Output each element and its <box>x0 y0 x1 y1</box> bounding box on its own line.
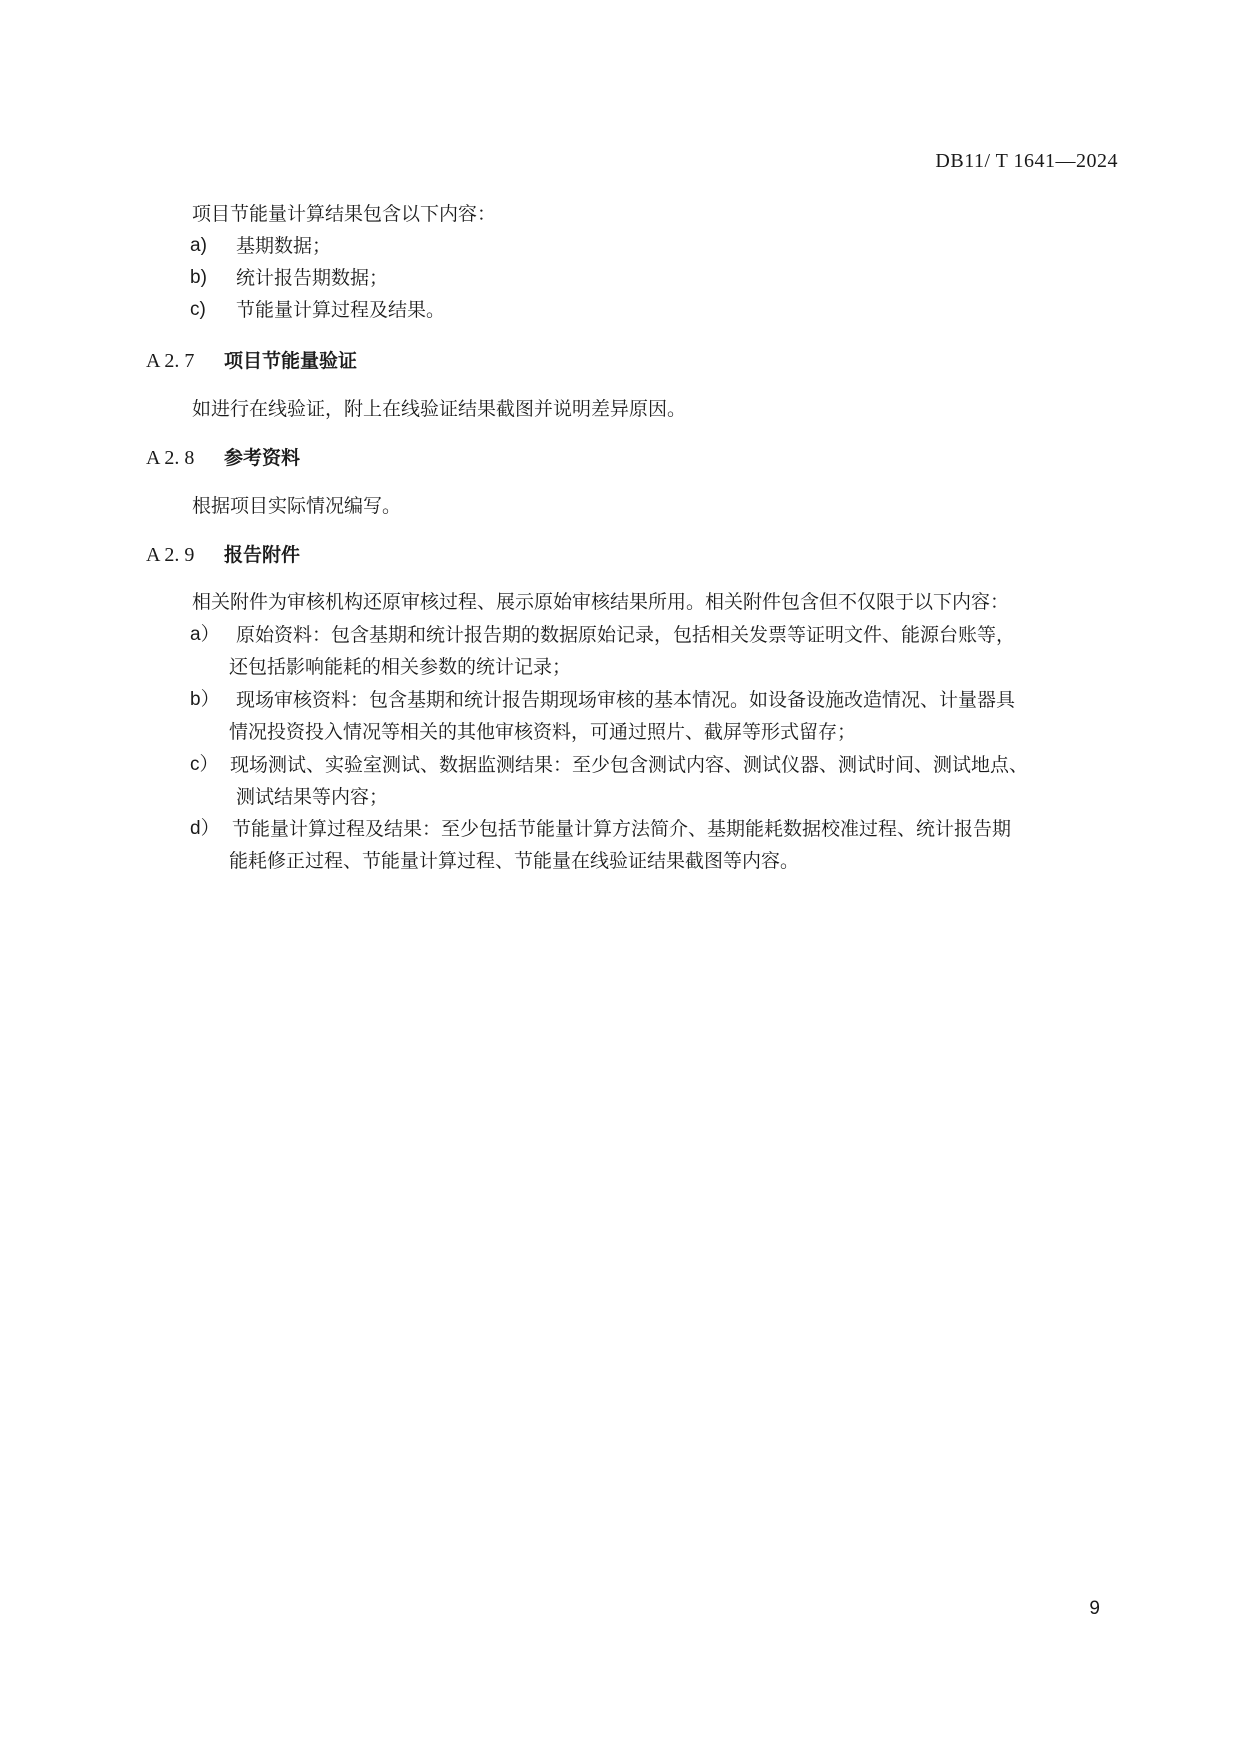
list-item-marker: c） <box>190 754 219 775</box>
list-item-text: 现场审核资料：包含基期和统计报告期现场审核的基本情况。如设备设施改造情况、计量器具 <box>236 689 1016 711</box>
section-number: A 2. 8 <box>146 447 195 469</box>
section-heading-2-7 <box>146 347 357 375</box>
section-title: 报告附件 <box>224 544 301 566</box>
standard-code: DB11/ T 1641—2024 <box>935 150 1118 172</box>
list-item-marker: a） <box>190 624 220 645</box>
section-2-8-body: 根据项目实际情况编写。 <box>192 495 402 517</box>
list-item-text: 现场测试、实验室测试、数据监测结果：至少包含测试内容、测试仪器、测试时间、测试地点、 <box>230 754 1029 776</box>
list-item-marker: a) <box>190 235 207 256</box>
list-item-text: 基期数据； <box>236 235 332 257</box>
section-heading-2-8 <box>146 444 300 472</box>
section-number: A 2. 9 <box>146 544 195 566</box>
section-heading-2-9 <box>146 541 300 569</box>
page-number: 9 <box>1089 1598 1100 1619</box>
section-2-7-body: 如进行在线验证，附上在线验证结果截图并说明差异原因。 <box>192 398 687 420</box>
list-item-marker: b) <box>190 267 207 288</box>
list-item-text: 原始资料：包含基期和统计报告期的数据原始记录，包括相关发票等证明文件、能源台账等， <box>236 624 1016 646</box>
list-item-marker: d） <box>190 818 220 839</box>
section-2-9-intro: 相关附件为审核机构还原审核过程、展示原始审核结果所用。相关附件包含但不仅限于以下内容： <box>192 591 1010 613</box>
list-item-marker: b） <box>190 689 220 710</box>
section-number: A 2. 7 <box>146 350 195 372</box>
section-title: 项目节能量验证 <box>224 350 358 372</box>
list-item-continuation: 测试结果等内容； <box>236 786 389 808</box>
list-item-continuation: 情况投资投入情况等相关的其他审核资料，可通过照片、截屏等形式留存； <box>229 721 857 743</box>
list-item-text: 节能量计算过程及结果。 <box>236 299 446 321</box>
list-item-text: 节能量计算过程及结果：至少包括节能量计算方法简介、基期能耗数据校准过程、统计报告期 <box>232 818 1012 840</box>
list-item-continuation: 还包括影响能耗的相关参数的统计记录； <box>229 656 572 678</box>
list-item-continuation: 能耗修正过程、节能量计算过程、节能量在线验证结果截图等内容。 <box>229 850 800 872</box>
block1-intro: 项目节能量计算结果包含以下内容： <box>192 203 497 225</box>
section-title: 参考资料 <box>224 447 301 469</box>
list-item-text: 统计报告期数据； <box>236 267 389 289</box>
list-item-marker: c) <box>190 299 206 320</box>
